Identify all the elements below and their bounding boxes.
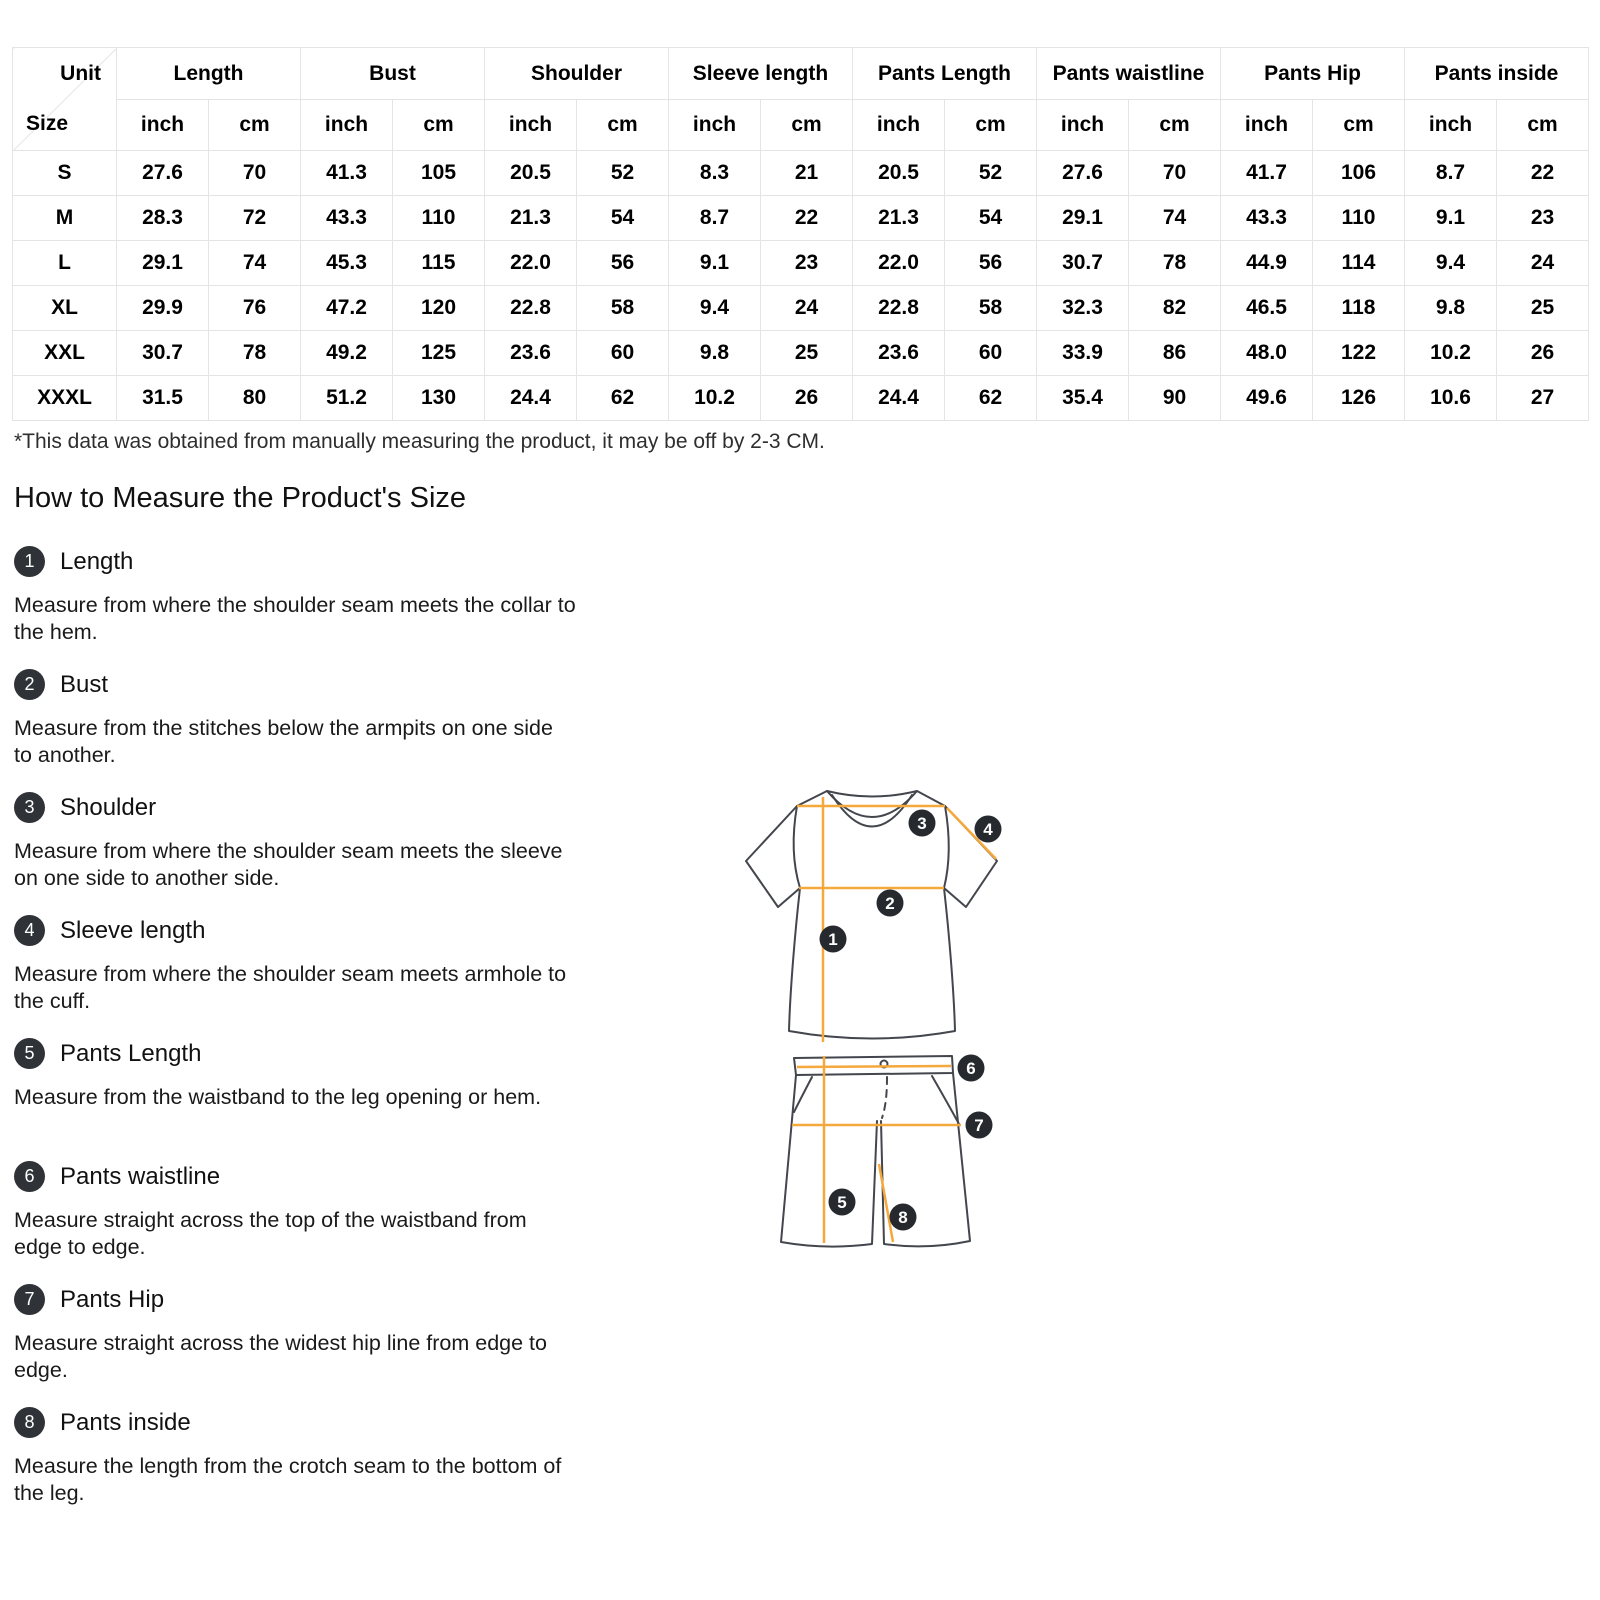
value-cell: 8.7: [669, 196, 761, 241]
svg-text:3: 3: [917, 814, 927, 833]
howto-item-length: [14, 546, 594, 646]
item-title: Length: [60, 547, 134, 575]
unit-header: cm: [1129, 100, 1221, 151]
garment-diagram-svg: [660, 740, 1080, 1260]
item-number-badge: 6: [14, 1161, 45, 1192]
value-cell: 27.6: [117, 151, 209, 196]
svg-text:1: 1: [828, 930, 838, 949]
column-group-pants-length: Pants Length: [853, 48, 1037, 100]
measure-line-waistline: [797, 1066, 951, 1067]
value-cell: 10.2: [1405, 331, 1497, 376]
unit-header: cm: [1313, 100, 1405, 151]
value-cell: 49.6: [1221, 376, 1313, 421]
unit-header: inch: [1037, 100, 1129, 151]
howto-item-pants-waistline: [14, 1161, 594, 1261]
item-description: Measure from where the shoulder seam meets armhole to the cuff.: [14, 962, 567, 1013]
value-cell: 78: [1129, 241, 1221, 286]
unit-header: inch: [117, 100, 209, 151]
item-description: Measure from where the shoulder seam meets the collar to the hem.: [14, 593, 576, 644]
unit-header: inch: [669, 100, 761, 151]
value-cell: 86: [1129, 331, 1221, 376]
item-description: Measure from the stitches below the armpits on one side to another.: [14, 716, 553, 767]
svg-text:6: 6: [966, 1059, 976, 1078]
value-cell: 46.5: [1221, 286, 1313, 331]
value-cell: 21: [761, 151, 853, 196]
value-cell: 22.8: [853, 286, 945, 331]
measurement-lines: [792, 797, 996, 1243]
item-number-badge: 1: [14, 546, 45, 577]
diagram-badge-3: [909, 810, 936, 837]
item-title: Pants inside: [60, 1408, 191, 1436]
value-cell: 76: [209, 286, 301, 331]
value-cell: 10.2: [669, 376, 761, 421]
value-cell: 110: [1313, 196, 1405, 241]
value-cell: 9.8: [669, 331, 761, 376]
item-number-badge: 5: [14, 1038, 45, 1069]
value-cell: 74: [209, 241, 301, 286]
unit-header: inch: [1405, 100, 1497, 151]
value-cell: 35.4: [1037, 376, 1129, 421]
item-number-badge: 3: [14, 792, 45, 823]
howto-section-title: How to Measure the Product's Size: [14, 482, 467, 514]
value-cell: 43.3: [1221, 196, 1313, 241]
table-row-s: [13, 151, 1589, 196]
howto-item-shoulder: [14, 792, 594, 892]
item-title: Sleeve length: [60, 916, 206, 944]
value-cell: 47.2: [301, 286, 393, 331]
value-cell: 22.0: [853, 241, 945, 286]
unit-header: cm: [1497, 100, 1589, 151]
value-cell: 52: [577, 151, 669, 196]
value-cell: 70: [1129, 151, 1221, 196]
value-cell: 22: [1497, 151, 1589, 196]
value-cell: 118: [1313, 286, 1405, 331]
value-cell: 110: [393, 196, 485, 241]
value-cell: 41.3: [301, 151, 393, 196]
column-group-bust: Bust: [301, 48, 485, 100]
value-cell: 126: [1313, 376, 1405, 421]
value-cell: 29.9: [117, 286, 209, 331]
value-cell: 22: [761, 196, 853, 241]
unit-header: cm: [577, 100, 669, 151]
item-title: Shoulder: [60, 793, 157, 821]
value-cell: 23.6: [485, 331, 577, 376]
howto-item-bust: [14, 669, 594, 769]
diagram-badge-1: [820, 926, 847, 953]
table-row-m: [13, 196, 1589, 241]
value-cell: 122: [1313, 331, 1405, 376]
diagram-badge-7: [966, 1112, 993, 1139]
value-cell: 22.0: [485, 241, 577, 286]
value-cell: 130: [393, 376, 485, 421]
value-cell: 56: [945, 241, 1037, 286]
column-group-sleeve-length: Sleeve length: [669, 48, 853, 100]
item-description: Measure from where the shoulder seam meets the sleeve on one side to another side.: [14, 839, 563, 890]
value-cell: 74: [1129, 196, 1221, 241]
table-row-xxxl: [13, 376, 1589, 421]
column-group-pants-waistline: Pants waistline: [1037, 48, 1221, 100]
measurement-disclaimer: *This data was obtained from manually measuring the product, it may be off by 2-3 CM.: [14, 430, 825, 453]
value-cell: 41.7: [1221, 151, 1313, 196]
value-cell: 105: [393, 151, 485, 196]
column-group-length: Length: [117, 48, 301, 100]
table-row-l: [13, 241, 1589, 286]
value-cell: 125: [393, 331, 485, 376]
value-cell: 26: [1497, 331, 1589, 376]
measure-line-pants-inside: [879, 1164, 893, 1242]
unit-header: inch: [1221, 100, 1313, 151]
size-cell: M: [13, 196, 117, 241]
value-cell: 72: [209, 196, 301, 241]
value-cell: 62: [577, 376, 669, 421]
howto-item-pants-inside: [14, 1407, 594, 1507]
column-group-shoulder: Shoulder: [485, 48, 669, 100]
item-header: [14, 1407, 594, 1438]
size-cell: S: [13, 151, 117, 196]
diagram-badge-8: [890, 1204, 917, 1231]
value-cell: 48.0: [1221, 331, 1313, 376]
svg-text:5: 5: [837, 1193, 847, 1212]
value-cell: 58: [577, 286, 669, 331]
value-cell: 120: [393, 286, 485, 331]
size-cell: XXL: [13, 331, 117, 376]
value-cell: 27: [1497, 376, 1589, 421]
item-number-badge: 2: [14, 669, 45, 700]
value-cell: 54: [945, 196, 1037, 241]
value-cell: 78: [209, 331, 301, 376]
column-group-pants-hip: Pants Hip: [1221, 48, 1405, 100]
unit-header: inch: [485, 100, 577, 151]
diagram-badge-2: [877, 890, 904, 917]
howto-item-pants-length: [14, 1038, 594, 1111]
value-cell: 56: [577, 241, 669, 286]
item-description: Measure straight across the top of the waistband from edge to edge.: [14, 1208, 527, 1259]
value-cell: 31.5: [117, 376, 209, 421]
value-cell: 9.4: [669, 286, 761, 331]
value-cell: 21.3: [485, 196, 577, 241]
item-header: [14, 1161, 594, 1192]
item-header: [14, 1284, 594, 1315]
item-header: [14, 546, 594, 577]
howto-item-pants-hip: [14, 1284, 594, 1384]
size-cell: XXXL: [13, 376, 117, 421]
value-cell: 51.2: [301, 376, 393, 421]
diagram-badge-4: [975, 816, 1002, 843]
group-header-row: [13, 48, 1589, 100]
svg-text:4: 4: [983, 820, 993, 839]
table-row-xxl: [13, 331, 1589, 376]
value-cell: 9.4: [1405, 241, 1497, 286]
value-cell: 82: [1129, 286, 1221, 331]
item-description: Measure the length from the crotch seam to the bottom of the leg.: [14, 1454, 562, 1505]
value-cell: 25: [761, 331, 853, 376]
svg-text:2: 2: [885, 894, 895, 913]
size-chart-table: [12, 47, 1589, 421]
value-cell: 27.6: [1037, 151, 1129, 196]
value-cell: 26: [761, 376, 853, 421]
howto-item-sleeve-length: [14, 915, 594, 1015]
value-cell: 45.3: [301, 241, 393, 286]
value-cell: 52: [945, 151, 1037, 196]
value-cell: 70: [209, 151, 301, 196]
unit-header: inch: [301, 100, 393, 151]
item-header: [14, 915, 594, 946]
measurement-diagram: [660, 740, 1080, 1260]
value-cell: 62: [945, 376, 1037, 421]
value-cell: 28.3: [117, 196, 209, 241]
unit-header: cm: [393, 100, 485, 151]
value-cell: 9.1: [669, 241, 761, 286]
value-cell: 44.9: [1221, 241, 1313, 286]
value-cell: 90: [1129, 376, 1221, 421]
shorts-outline: [781, 1056, 970, 1247]
column-group-pants-inside: Pants inside: [1405, 48, 1589, 100]
value-cell: 8.3: [669, 151, 761, 196]
item-number-badge: 8: [14, 1407, 45, 1438]
item-description: Measure straight across the widest hip line from edge to edge.: [14, 1331, 547, 1382]
unit-header: cm: [761, 100, 853, 151]
value-cell: 24.4: [853, 376, 945, 421]
value-cell: 25: [1497, 286, 1589, 331]
unit-header: inch: [853, 100, 945, 151]
value-cell: 20.5: [485, 151, 577, 196]
value-cell: 23: [761, 241, 853, 286]
svg-text:7: 7: [974, 1116, 984, 1135]
value-cell: 9.1: [1405, 196, 1497, 241]
svg-text:8: 8: [898, 1208, 908, 1227]
value-cell: 23: [1497, 196, 1589, 241]
size-cell: L: [13, 241, 117, 286]
value-cell: 106: [1313, 151, 1405, 196]
value-cell: 8.7: [1405, 151, 1497, 196]
value-cell: 115: [393, 241, 485, 286]
item-title: Pants waistline: [60, 1162, 221, 1190]
value-cell: 114: [1313, 241, 1405, 286]
value-cell: 49.2: [301, 331, 393, 376]
table-row-xl: [13, 286, 1589, 331]
value-cell: 33.9: [1037, 331, 1129, 376]
item-header: [14, 792, 594, 823]
value-cell: 21.3: [853, 196, 945, 241]
value-cell: 29.1: [1037, 196, 1129, 241]
unit-header: cm: [945, 100, 1037, 151]
item-header: [14, 1038, 594, 1069]
item-header: [14, 669, 594, 700]
tshirt-outline: [746, 791, 997, 1039]
value-cell: 20.5: [853, 151, 945, 196]
corner-unit-label: Unit: [60, 62, 101, 85]
value-cell: 30.7: [1037, 241, 1129, 286]
value-cell: 9.8: [1405, 286, 1497, 331]
diagram-badge-6: [958, 1055, 985, 1082]
value-cell: 43.3: [301, 196, 393, 241]
value-cell: 54: [577, 196, 669, 241]
value-cell: 22.8: [485, 286, 577, 331]
value-cell: 24: [761, 286, 853, 331]
corner-size-label: Size: [26, 112, 69, 135]
item-description: Measure from the waistband to the leg opening or hem.: [14, 1085, 542, 1109]
value-cell: 29.1: [117, 241, 209, 286]
size-cell: XL: [13, 286, 117, 331]
value-cell: 60: [577, 331, 669, 376]
unit-header: cm: [209, 100, 301, 151]
value-cell: 24.4: [485, 376, 577, 421]
value-cell: 24: [1497, 241, 1589, 286]
unit-header-row: [13, 100, 1589, 151]
value-cell: 80: [209, 376, 301, 421]
value-cell: 32.3: [1037, 286, 1129, 331]
value-cell: 58: [945, 286, 1037, 331]
value-cell: 23.6: [853, 331, 945, 376]
diagram-badge-5: [829, 1189, 856, 1216]
item-title: Pants Length: [60, 1039, 202, 1067]
item-title: Bust: [60, 670, 109, 698]
value-cell: 60: [945, 331, 1037, 376]
value-cell: 10.6: [1405, 376, 1497, 421]
item-number-badge: 4: [14, 915, 45, 946]
item-number-badge: 7: [14, 1284, 45, 1315]
corner-cell: [13, 48, 117, 151]
value-cell: 30.7: [117, 331, 209, 376]
item-title: Pants Hip: [60, 1285, 165, 1313]
